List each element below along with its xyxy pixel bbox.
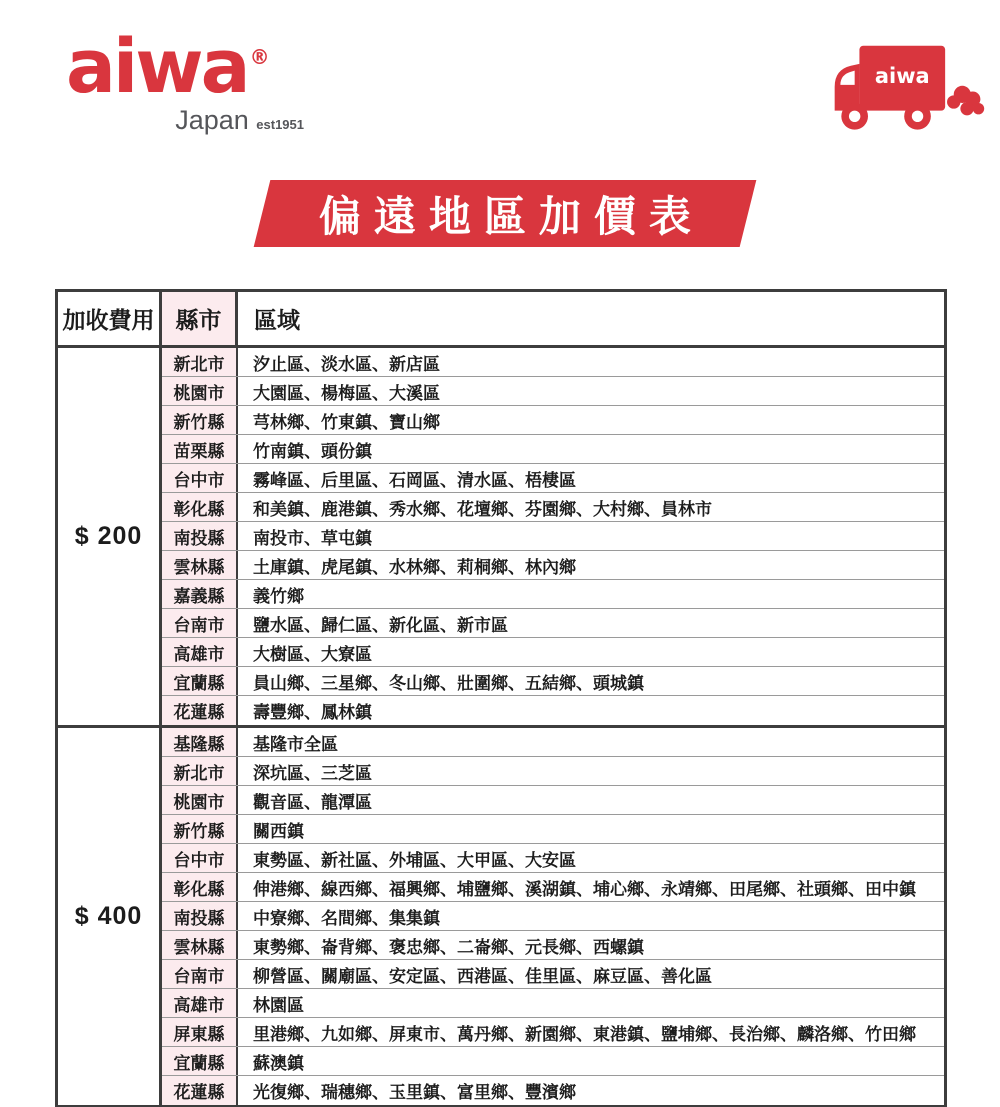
region-cell: 基隆市全區 bbox=[253, 734, 338, 754]
region-cell: 里港鄉、九如鄉、屏東市、萬丹鄉、新園鄉、東港鎮、鹽埔鄉、長治鄉、麟洛鄉、竹田鄉 bbox=[253, 1024, 916, 1044]
region-cell: 光復鄉、瑞穗鄉、玉里鎮、富里鄉、豐濱鄉 bbox=[253, 1083, 576, 1102]
county-cell: 屏東縣 bbox=[162, 1018, 238, 1046]
region-cell: 芎林鄉、竹東鎮、寶山鄉 bbox=[253, 412, 440, 432]
region-cell: 霧峰區、后里區、石岡區、清水區、梧棲區 bbox=[253, 470, 576, 490]
table-row bbox=[162, 1047, 944, 1076]
county-cell: 彰化縣 bbox=[162, 873, 238, 901]
county-cell: 雲林縣 bbox=[162, 551, 238, 579]
table-row bbox=[162, 786, 944, 815]
region-cell: 員山鄉、三星鄉、冬山鄉、壯圍鄉、五結鄉、頭城鎮 bbox=[253, 673, 644, 693]
fee-amount: $ 200 bbox=[58, 348, 162, 725]
table-row bbox=[162, 406, 944, 435]
region-cell: 竹南鎮、頭份鎮 bbox=[253, 441, 372, 461]
truck-aiwa-label: aiwa bbox=[874, 63, 930, 88]
page-title: 偏遠地區加價表 bbox=[318, 192, 704, 240]
table-row bbox=[162, 757, 944, 786]
region-cell: 蘇澳鎮 bbox=[253, 1053, 304, 1073]
county-cell: 宜蘭縣 bbox=[162, 1047, 238, 1075]
table-row bbox=[162, 580, 944, 609]
county-cell: 桃園市 bbox=[162, 786, 238, 814]
county-cell: 花蓮縣 bbox=[162, 696, 238, 725]
county-cell: 苗栗縣 bbox=[162, 435, 238, 463]
region-cell: 林園區 bbox=[253, 995, 304, 1015]
fee-section bbox=[58, 348, 944, 728]
county-cell: 雲林縣 bbox=[162, 931, 238, 959]
table-row bbox=[162, 815, 944, 844]
region-cell: 中寮鄉、名間鄉、集集鎮 bbox=[253, 908, 440, 928]
region-cell: 深坑區、三芝區 bbox=[253, 763, 372, 783]
section-rows bbox=[162, 728, 944, 1105]
delivery-truck-icon bbox=[828, 42, 988, 142]
table-row bbox=[162, 696, 944, 725]
table-row bbox=[162, 873, 944, 902]
aiwa-logo bbox=[66, 24, 306, 136]
aiwa-logo-text bbox=[66, 24, 306, 110]
region-cell: 東勢區、新社區、外埔區、大甲區、大安區 bbox=[253, 850, 576, 870]
county-cell: 新竹縣 bbox=[162, 406, 238, 434]
county-cell: 桃園市 bbox=[162, 377, 238, 405]
table-row bbox=[162, 931, 944, 960]
table-row bbox=[162, 902, 944, 931]
table-header-row bbox=[58, 292, 944, 348]
table-row bbox=[162, 728, 944, 757]
truck-svg bbox=[828, 42, 988, 142]
table-row bbox=[162, 377, 944, 406]
table-row bbox=[162, 989, 944, 1018]
table-row bbox=[162, 464, 944, 493]
county-cell: 台南市 bbox=[162, 609, 238, 637]
county-cell: 南投縣 bbox=[162, 522, 238, 550]
table-row bbox=[162, 1076, 944, 1105]
aiwa-wordmark: aiwa bbox=[66, 24, 248, 110]
county-cell: 宜蘭縣 bbox=[162, 667, 238, 695]
fee-section bbox=[58, 728, 944, 1105]
county-cell: 台中市 bbox=[162, 844, 238, 872]
table-row bbox=[162, 522, 944, 551]
region-cell: 東勢鄉、崙背鄉、褒忠鄉、二崙鄉、元長鄉、西螺鎮 bbox=[253, 937, 644, 957]
region-cell: 汐止區、淡水區、新店區 bbox=[253, 354, 440, 374]
county-cell: 南投縣 bbox=[162, 902, 238, 930]
region-cell: 觀音區、龍潭區 bbox=[253, 792, 372, 812]
region-cell: 和美鎮、鹿港鎮、秀水鄉、花壇鄉、芬園鄉、大村鄉、員林市 bbox=[253, 499, 712, 519]
header-county: 縣市 bbox=[162, 292, 238, 345]
region-cell: 壽豐鄉、鳳林鎮 bbox=[253, 703, 372, 722]
county-cell: 基隆縣 bbox=[162, 728, 238, 756]
est-year-label: est1951 bbox=[256, 116, 304, 132]
surcharge-table bbox=[55, 289, 947, 1107]
table-body bbox=[58, 348, 944, 1105]
table-row bbox=[162, 638, 944, 667]
region-cell: 柳營區、關廟區、安定區、西港區、佳里區、麻豆區、善化區 bbox=[253, 966, 712, 986]
table-row bbox=[162, 844, 944, 873]
table-row bbox=[162, 348, 944, 377]
region-cell: 關西鎮 bbox=[253, 821, 304, 841]
region-cell: 義竹鄉 bbox=[253, 586, 304, 606]
table-row bbox=[162, 960, 944, 989]
region-cell: 土庫鎮、虎尾鎮、水林鄉、莉桐鄉、林內鄉 bbox=[253, 557, 576, 577]
county-cell: 嘉義縣 bbox=[162, 580, 238, 608]
table-row bbox=[162, 667, 944, 696]
fee-amount: $ 400 bbox=[58, 728, 162, 1105]
county-cell: 高雄市 bbox=[162, 638, 238, 666]
region-cell: 大園區、楊梅區、大溪區 bbox=[253, 383, 440, 403]
county-cell: 新北市 bbox=[162, 348, 238, 376]
table-row bbox=[162, 1018, 944, 1047]
county-cell: 高雄市 bbox=[162, 989, 238, 1017]
table-row bbox=[162, 609, 944, 638]
county-cell: 彰化縣 bbox=[162, 493, 238, 521]
region-cell: 大樹區、大寮區 bbox=[253, 644, 372, 664]
page-title-banner bbox=[254, 180, 757, 247]
section-rows bbox=[162, 348, 944, 725]
region-cell: 南投市、草屯鎮 bbox=[253, 528, 372, 548]
county-cell: 花蓮縣 bbox=[162, 1076, 238, 1105]
county-cell: 新北市 bbox=[162, 757, 238, 785]
county-cell: 台中市 bbox=[162, 464, 238, 492]
region-cell: 鹽水區、歸仁區、新化區、新市區 bbox=[253, 615, 508, 635]
header-region: 區域 bbox=[254, 307, 300, 333]
table-row bbox=[162, 435, 944, 464]
header-fee: 加收費用 bbox=[58, 292, 162, 345]
japan-label: Japan bbox=[175, 104, 249, 135]
table-row bbox=[162, 551, 944, 580]
registered-trademark-symbol: ® bbox=[249, 45, 270, 69]
county-cell: 台南市 bbox=[162, 960, 238, 988]
county-cell: 新竹縣 bbox=[162, 815, 238, 843]
table-row bbox=[162, 493, 944, 522]
region-cell: 伸港鄉、線西鄉、福興鄉、埔鹽鄉、溪湖鎮、埔心鄉、永靖鄉、田尾鄉、社頭鄉、田中鎮 bbox=[253, 879, 916, 899]
